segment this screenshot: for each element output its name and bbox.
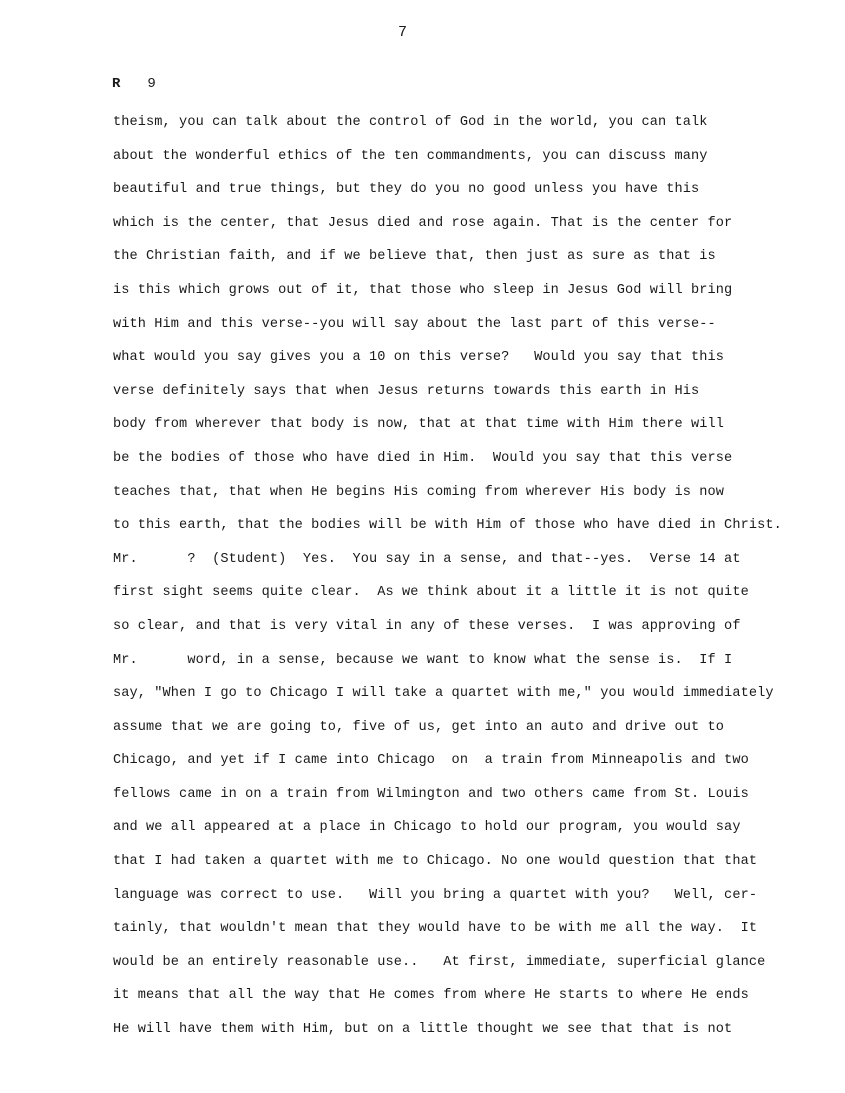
text-line: so clear, and that is very vital in any of these verses. I was approving of	[113, 618, 741, 634]
text-line: with Him and this verse--you will say about the last part of this verse--	[113, 316, 716, 332]
body-text	[113, 106, 813, 1047]
text-line: is this which grows out of it, that those who sleep in Jesus God will bring	[113, 282, 733, 298]
reference-mark	[112, 76, 157, 92]
text-line: assume that we are going to, five of us, get into an auto and drive out to	[113, 719, 725, 735]
text-line: body from wherever that body is now, that at that time with Him there will	[113, 417, 725, 433]
text-line: to this earth, that the bodies will be with Him of those who have died in Christ.	[113, 518, 782, 534]
text-line: about the wonderful ethics of the ten commandments, you can discuss many	[113, 148, 708, 164]
text-line: theism, you can talk about the control of God in the world, you can talk	[113, 115, 708, 130]
text-line: beautiful and true things, but they do you no good unless you have this	[113, 182, 700, 198]
text-line: fellows came in on a train from Wilmington and two others came from St. Louis	[113, 786, 749, 802]
text-line: first sight seems quite clear. As we think about it a little it is not quite	[113, 585, 749, 601]
text-line: it means that all the way that He comes from where He starts to where He ends	[113, 988, 749, 1004]
text-line: Mr. ? (Student) Yes. You say in a sense, and that--yes. Verse 14 at	[113, 551, 741, 567]
reference-letter: R	[112, 76, 122, 92]
text-line: language was correct to use. Will you bring a quartet with you? Well, cer-	[113, 887, 758, 903]
text-line: and we all appeared at a place in Chicago to hold our program, you would say	[113, 820, 741, 836]
page-number: 7	[398, 24, 408, 41]
text-line: Chicago, and yet if I came into Chicago on a train from Minneapolis and two	[113, 753, 749, 769]
text-line: that I had taken a quartet with me to Chicago. No one would question that that	[113, 854, 758, 870]
text-line: He will have them with Him, but on a little thought we see that that is not	[113, 1022, 733, 1038]
text-line: be the bodies of those who have died in Him. Would you say that this verse	[113, 450, 733, 466]
text-line: Mr. word, in a sense, because we want to know what the sense is. If I	[113, 652, 733, 668]
text-line: which is the center, that Jesus died and rose again. That is the center for	[113, 215, 733, 231]
text-line: would be an entirely reasonable use.. At first, immediate, superficial glance	[113, 954, 766, 970]
text-line: tainly, that wouldn't mean that they would have to be with me all the way. It	[113, 921, 758, 937]
text-line: what would you say gives you a 10 on this verse? Would you say that this	[113, 350, 725, 366]
text-line: verse definitely says that when Jesus returns towards this earth in His	[113, 383, 700, 399]
text-line: teaches that, that when He begins His coming from wherever His body is now	[113, 484, 725, 500]
text-line: say, "When I go to Chicago I will take a quartet with me," you would immediately	[113, 686, 774, 702]
text-line: the Christian faith, and if we believe that, then just as sure as that is	[113, 249, 716, 265]
reference-number: 9	[147, 76, 157, 92]
